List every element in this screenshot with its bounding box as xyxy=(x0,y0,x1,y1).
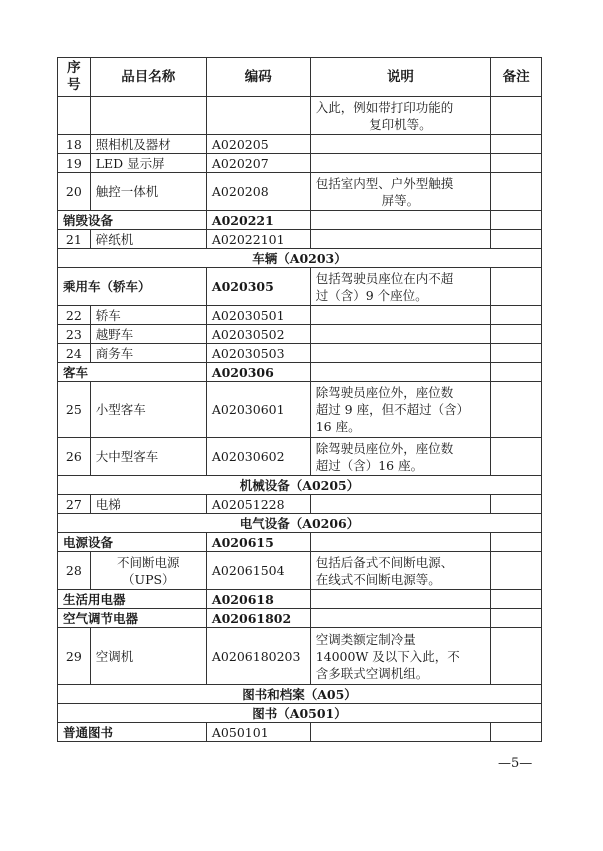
name-cell: 大中型客车 xyxy=(90,438,206,476)
section-row xyxy=(58,514,542,533)
seq-cell: 22 xyxy=(58,306,91,325)
section-title: 机械设备（A0205） xyxy=(58,476,542,495)
code-cell: A02061504 xyxy=(206,552,310,590)
code-cell: A02030503 xyxy=(206,344,310,363)
category-code: A020615 xyxy=(206,533,310,552)
name-cell: 不间断电源 （UPS） xyxy=(90,552,206,590)
seq-cell: 26 xyxy=(58,438,91,476)
name-cell: 照相机及器材 xyxy=(90,135,206,154)
code-cell: A020205 xyxy=(206,135,310,154)
name-cell: LED 显示屏 xyxy=(90,154,206,173)
section-title: 图书和档案（A05） xyxy=(58,685,542,704)
table-row xyxy=(58,154,542,173)
code-cell: A02030602 xyxy=(206,438,310,476)
desc-cell: 除驾驶员座位外，座位数 超过 9 座，但不超过（含） 16 座。 xyxy=(310,382,491,438)
table-header-row xyxy=(58,58,542,97)
table-row xyxy=(58,135,542,154)
catalog-table xyxy=(57,57,542,742)
table-row xyxy=(58,306,542,325)
name-cell: 碎纸机 xyxy=(90,230,206,249)
table-row xyxy=(58,97,542,135)
seq-cell: 21 xyxy=(58,230,91,249)
name-cell: 轿车 xyxy=(90,306,206,325)
category-row xyxy=(58,363,542,382)
table-row xyxy=(58,382,542,438)
desc-cell: 包括室内型、户外型触摸 屏等。 xyxy=(310,173,491,211)
category-name: 乘用车（轿车） xyxy=(58,268,207,306)
category-name: 客车 xyxy=(58,363,207,382)
table-row xyxy=(58,438,542,476)
category-code: A020305 xyxy=(206,268,310,306)
seq-cell: 23 xyxy=(58,325,91,344)
code-cell: A02030501 xyxy=(206,306,310,325)
category-row xyxy=(58,268,542,306)
seq-cell: 28 xyxy=(58,552,91,590)
header-desc: 说明 xyxy=(310,58,491,97)
table-row xyxy=(58,173,542,211)
section-row xyxy=(58,476,542,495)
code-cell: A02030502 xyxy=(206,325,310,344)
section-row xyxy=(58,704,542,723)
seq-cell: 24 xyxy=(58,344,91,363)
category-row xyxy=(58,723,542,742)
seq-cell: 25 xyxy=(58,382,91,438)
seq-cell: 27 xyxy=(58,495,91,514)
section-title: 车辆（A0203） xyxy=(58,249,542,268)
code-cell: A020208 xyxy=(206,173,310,211)
code-cell: A02030601 xyxy=(206,382,310,438)
name-cell: 商务车 xyxy=(90,344,206,363)
name-cell: 电梯 xyxy=(90,495,206,514)
category-name: 普通图书 xyxy=(58,723,207,742)
category-name: 生活用电器 xyxy=(58,590,207,609)
category-name: 空气调节电器 xyxy=(58,609,207,628)
category-code: A020306 xyxy=(206,363,310,382)
header-seq: 序 号 xyxy=(58,58,91,97)
category-code: A050101 xyxy=(206,723,310,742)
name-cell: 空调机 xyxy=(90,628,206,685)
code-cell: A02051228 xyxy=(206,495,310,514)
category-name: 销毁设备 xyxy=(58,211,207,230)
page-number: —5— xyxy=(498,756,533,771)
seq-cell: 19 xyxy=(58,154,91,173)
header-name: 品目名称 xyxy=(90,58,206,97)
section-title: 图书（A0501） xyxy=(58,704,542,723)
seq-cell: 18 xyxy=(58,135,91,154)
section-row xyxy=(58,249,542,268)
table-row xyxy=(58,230,542,249)
table-row xyxy=(58,495,542,514)
seq-cell: 20 xyxy=(58,173,91,211)
category-row xyxy=(58,590,542,609)
category-row xyxy=(58,211,542,230)
desc-cell: 除驾驶员座位外，座位数 超过（含）16 座。 xyxy=(310,438,491,476)
header-code: 编码 xyxy=(206,58,310,97)
category-row xyxy=(58,609,542,628)
category-code: A020221 xyxy=(206,211,310,230)
category-code: A02061802 xyxy=(206,609,310,628)
desc-cell: 空调类额定制冷量 14000W 及以下入此，不 含多联式空调机组。 xyxy=(310,628,491,685)
section-row xyxy=(58,685,542,704)
name-cell: 越野车 xyxy=(90,325,206,344)
table-row xyxy=(58,628,542,685)
category-code: A020618 xyxy=(206,590,310,609)
code-cell: A020207 xyxy=(206,154,310,173)
name-cell: 触控一体机 xyxy=(90,173,206,211)
table-row xyxy=(58,552,542,590)
desc-cell: 入此，例如带打印功能的 复印机等。 xyxy=(310,97,491,135)
desc-cell: 包括驾驶员座位在内不超 过（含）9 个座位。 xyxy=(310,268,491,306)
code-cell: A02022101 xyxy=(206,230,310,249)
code-cell: A0206180203 xyxy=(206,628,310,685)
header-note: 备注 xyxy=(491,58,542,97)
name-cell: 小型客车 xyxy=(90,382,206,438)
section-title: 电气设备（A0206） xyxy=(58,514,542,533)
table-row xyxy=(58,344,542,363)
table-row xyxy=(58,325,542,344)
desc-cell: 包括后备式不间断电源、 在线式不间断电源等。 xyxy=(310,552,491,590)
category-name: 电源设备 xyxy=(58,533,207,552)
seq-cell: 29 xyxy=(58,628,91,685)
category-row xyxy=(58,533,542,552)
